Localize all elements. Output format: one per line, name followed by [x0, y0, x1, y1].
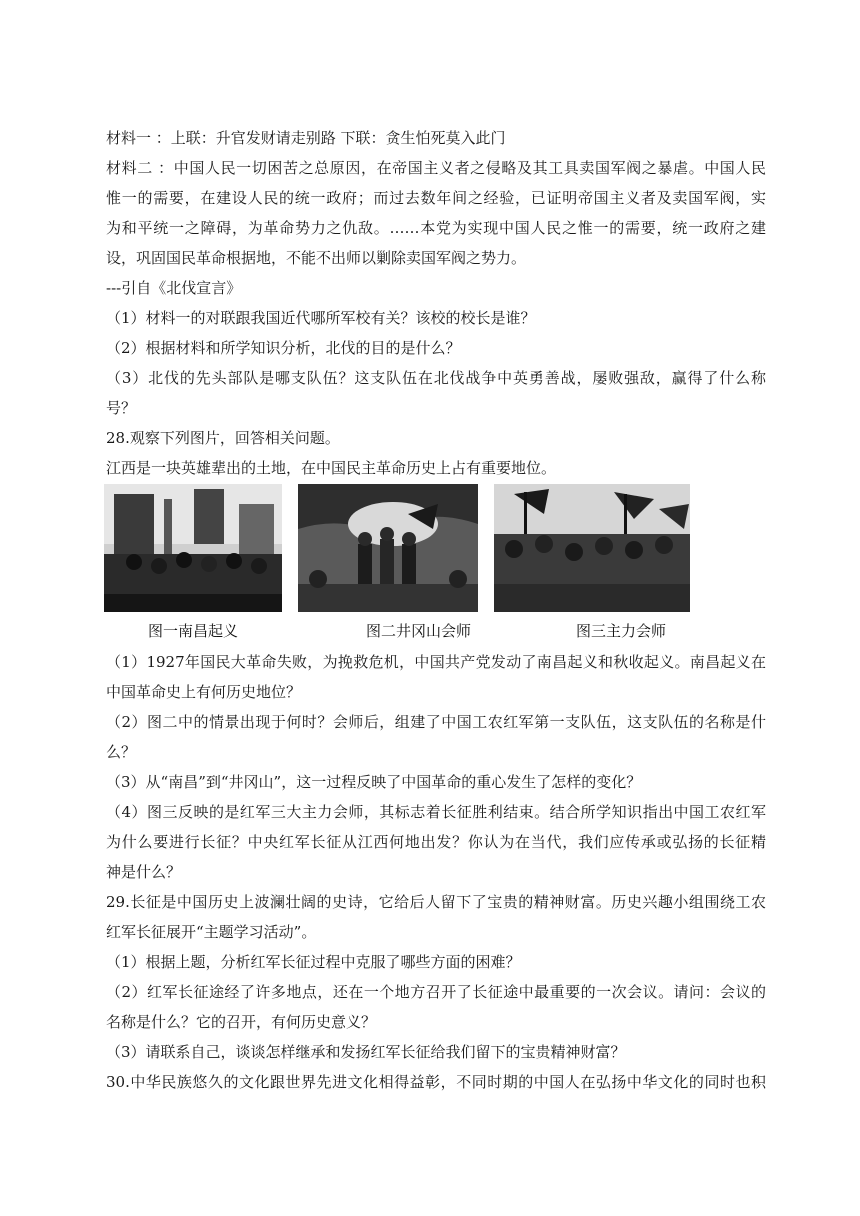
question-line: 名称是什么？它的召开，有何历史意义？	[106, 1013, 377, 1031]
question-line: （2）根据材料和所学知识分析，北伐的目的是什么？	[106, 339, 461, 357]
question-heading: 28.观察下列图片，回答相关问题。	[106, 429, 340, 447]
question-heading: 30.中华民族悠久的文化跟世界先进文化相得益彰，不同时期的中国人在弘扬中华文化的同时也积	[106, 1073, 766, 1091]
question-line: （2）红军长征途经了许多地点，还在一个地方召开了长征途中最重要的一次会议。请问：会议的	[106, 983, 766, 1001]
question-line: 中国革命史上有何历史地位？	[106, 683, 302, 701]
question-line: 为什么要进行长征？中央红军长征从江西何地出发？你认为在当代，我们应传承或弘扬的长征精	[106, 833, 766, 851]
question-line: （1）根据上题，分析红军长征过程中克服了哪些方面的困难？	[106, 953, 521, 971]
figure-row	[104, 484, 704, 614]
question-line: 红军长征展开“主题学习活动”。	[106, 923, 317, 941]
question-line: 号？	[106, 399, 137, 417]
material-two-line: 材料二 ：中国人民一切困苦之总原因，在帝国主义者之侵略及其工具卖国军阀之暴虐。中国人民	[106, 159, 766, 177]
question-line: （3）请联系自己，谈谈怎样继承和发扬红军长征给我们留下的宝贵精神财富？	[106, 1043, 626, 1061]
question-heading: 29.长征是中国历史上波澜壮阔的史诗，它给后人留下了宝贵的精神财富。历史兴趣小组围绕工农	[106, 893, 766, 911]
question-line: 神是什么？	[106, 863, 182, 881]
material-one-line: 材料一 ：上联：升官发财请走别路 下联：贪生怕死莫入此门	[106, 129, 506, 147]
figure-caption: 图二井冈山会师	[366, 622, 472, 640]
intro-line: 江西是一块英雄辈出的土地，在中国民主革命历史上占有重要地位。	[106, 459, 557, 477]
question-line: （1）材料一的对联跟我国近代哪所军校有关？该校的校长是谁？	[106, 309, 536, 327]
text-line: 设，巩固国民革命根据地，不能不出师以剿除卖国军阀之势力。	[106, 249, 527, 267]
nanchang-uprising-photo	[104, 484, 282, 612]
question-line: （3）从“南昌”到“井冈山”，这一过程反映了中国革命的重心发生了怎样的变化？	[106, 773, 642, 791]
figure-caption: 图三主力会师	[576, 622, 667, 640]
question-line: （4）图三反映的是红军三大主力会师，其标志着长征胜利结束。结合所学知识指出中国工农红军	[106, 803, 766, 821]
jinggangshan-meeting-photo	[298, 484, 478, 612]
text-line: 为和平统一之障碍，为革命势力之仇敌。……本党为实现中国人民之惟一的需要，统一政府之建	[106, 219, 766, 237]
question-line: 么？	[106, 743, 137, 761]
question-line: （1）1927年国民大革命失败，为挽救危机，中国共产党发动了南昌起义和秋收起义。南昌起义在	[106, 653, 766, 671]
question-line: （2）图二中的情景出现于何时？会师后，组建了中国工农红军第一支队伍，这支队伍的名称是什	[106, 713, 766, 731]
figure-caption: 图一南昌起义	[148, 622, 239, 640]
question-line: （3）北伐的先头部队是哪支队伍？这支队伍在北伐战争中英勇善战，屡败强敌，赢得了什么称	[106, 369, 766, 387]
citation-line: ---引自《北伐宣言》	[106, 279, 242, 297]
text-line: 惟一的需要，在建设人民的统一政府；而过去数年间之经验，已证明帝国主义者及卖国军阀，实	[106, 189, 766, 207]
main-forces-meeting-photo	[494, 484, 690, 612]
